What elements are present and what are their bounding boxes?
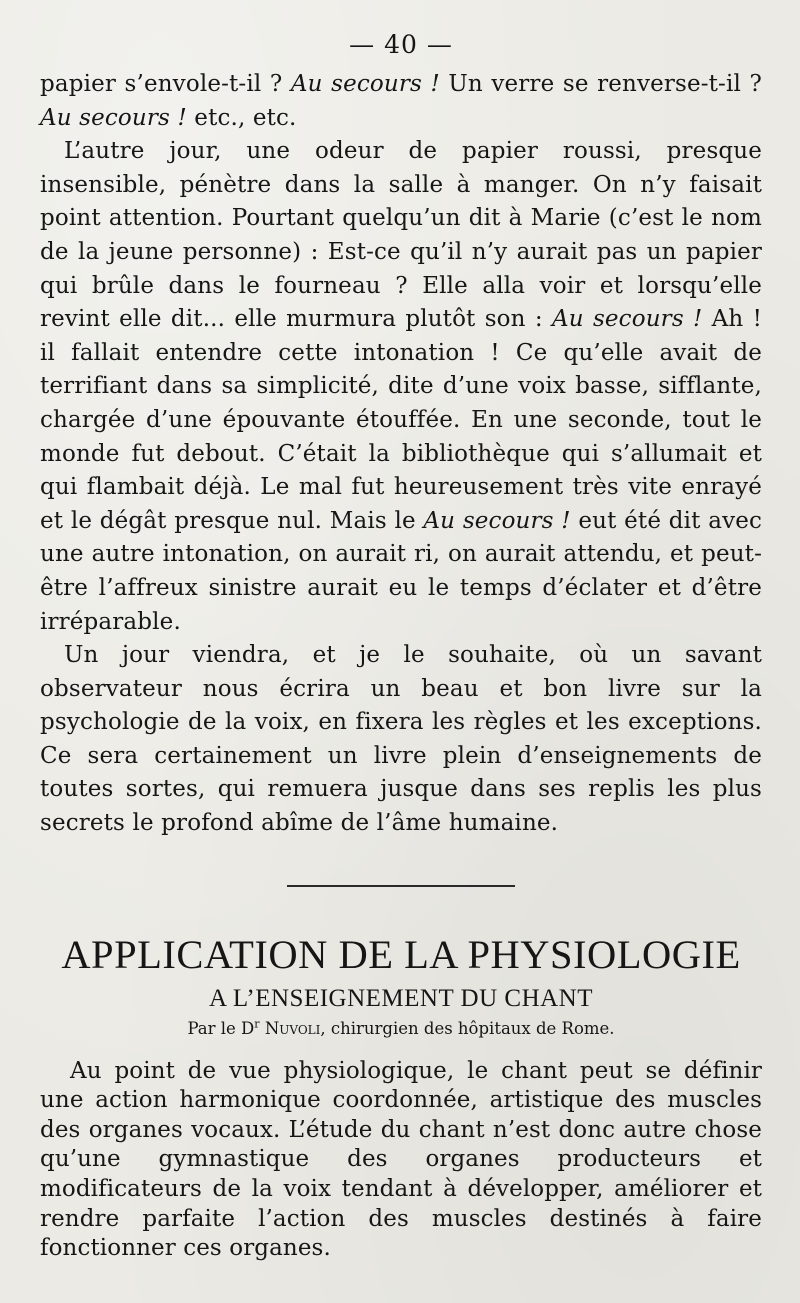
italic-phrase: Au secours ! <box>40 104 187 131</box>
byline-prefix: Par le D <box>187 1018 255 1038</box>
section-subtitle: A L’ENSEIGNEMENT DU CHANT <box>208 984 594 1012</box>
text-run: eut été dit avec une autre intonation, on aurait ri, on aurait attendu, et peut-être l’affreux sinistre aurait eu le temps d’éclater et d’être irréparable. <box>40 507 763 635</box>
text-run: Ah ! il fallait entendre cette intonation ! Ce qu’elle avait de terrifiant dans sa simplicité, dite d’une voix basse, sifflante, chargée d’une épouvante étouffée. En une seconde, tout le monde fut debout. C’était la bibliothèque qui s’allumait et qui flambait déjà. Le mal fut heureusement très vite enrayé et le dégât presque nul. Mais le <box>40 306 763 534</box>
section-title: APPLICATION DE LA PHYSIOLOGIE <box>61 931 741 977</box>
byline-suffix: , chirurgien des hôpitaux de Rome. <box>320 1018 615 1038</box>
section-separator-rule <box>287 885 515 887</box>
text-run: Un jour viendra, et je le souhaite, où un savant observateur nous écrira un beau et bon livre sur la psychologie de la voix, en fixera les règles et les exceptions. Ce sera certainement un livre plein d’enseignements de toutes sortes, qui remuera jusque dans ses replis les plus secrets le profond abîme de l’âme humaine. <box>40 642 762 837</box>
author-name: Nuvoli <box>264 1018 321 1038</box>
page-number: — 40 — <box>349 30 453 59</box>
paragraph-1 <box>40 68 762 135</box>
text-run: L’autre jour, une odeur de papier roussi, presque insensible, pénètre dans la salle à manger. On n’y faisait point attention. Pourtant quelqu’un dit à Marie (c’est le nom de la jeune personne) : Est-ce qu’il n’y aurait pas un papier qui brûle dans le fourneau ? Elle alla voir et lorsqu’elle revint elle dit... elle murmura plutôt son : <box>40 138 762 333</box>
text-run: papier s’envole-t-il ? <box>40 71 291 97</box>
section-paragraph-1: Au point de vue physiologique, le chant peut se définir une action harmonique coordonnée, artistique des muscles des organes vocaux. L’étude du chant n’est donc autre chose qu’une gymnastique des organes producteurs et modificateurs de la voix tendant à développer, améliorer et rendre parfaite l’action des muscles destinés à faire fonctionner ces organes. <box>40 1057 762 1262</box>
author-byline <box>40 1017 762 1041</box>
paragraph-2 <box>40 135 762 639</box>
text-run: Un verre se renverse-t-il ? <box>439 71 762 97</box>
paragraph-3 <box>40 639 762 841</box>
italic-phrase: Au secours ! <box>552 306 703 333</box>
section-body <box>40 1057 762 1264</box>
byline-superscript: r <box>254 1017 260 1031</box>
italic-phrase: Au secours ! <box>423 507 571 534</box>
chapter-body <box>40 68 762 841</box>
text-run: etc., etc. <box>186 104 297 131</box>
italic-phrase: Au secours ! <box>290 71 440 97</box>
